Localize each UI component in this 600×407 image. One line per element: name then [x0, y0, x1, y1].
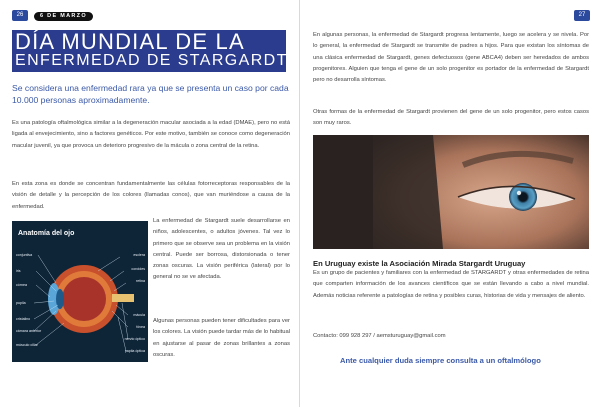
- figure-label: retina: [136, 279, 145, 283]
- figure-title: Anatomía del ojo: [18, 230, 75, 237]
- page-title-line2: ENFERMEDAD DE STARGARDT: [15, 52, 288, 69]
- figure-label: coroides: [131, 267, 145, 271]
- optic-nerve-shape: [112, 294, 134, 302]
- paragraph-rare-forms: Otras formas de la enfermedad de Stargardt provienen del gene de un solo progenitor, pero estos casos son muy raros.: [313, 109, 589, 127]
- lens-shape: [56, 289, 64, 309]
- figure-label: conjuntiva: [16, 253, 33, 257]
- call-to-action: Ante cualquier duda siempre consulta a un oftalmólogo: [340, 356, 541, 365]
- eye-closeup-photo: [313, 135, 589, 249]
- figure-label: músculo ciliar: [16, 343, 38, 347]
- figure-label: córnea: [16, 283, 27, 287]
- paragraph-onset: La enfermedad de Stargardt suele desarrollarse en niños, adolescentes, o adultos jóvenes. Tal vez lo primero que se observe sea un problema en la visión central. Puede ser borrosa, distorsionada o tener zonas oscuras. La visión periférica (lateral) por lo general no se ve afectada.: [153, 218, 290, 281]
- title-block: [12, 30, 286, 72]
- eye-anatomy-figure: [12, 221, 148, 362]
- figure-label: cámara anterior: [16, 329, 42, 333]
- figure-label: iris: [16, 269, 21, 273]
- paragraph-intro: Es una patología oftalmológica similar a la degeneración macular asociada a la edad (DMAE), pero no está ligada al envejecimiento, sino a factores genéticos. Por este motivo, también se conoce como degeneración macular juvenil, ya que provoca un deterioro progresivo de la mácula o zona central de la retina.: [12, 120, 290, 149]
- vitreous-body: [62, 277, 106, 321]
- page-number-badge: 27: [574, 10, 590, 21]
- figure-label: papila óptica: [124, 349, 145, 353]
- contact-line: Contacto: 099 928 297 / aemsturuguay@gmail.com: [313, 333, 446, 339]
- date-pill: 6 DE MARZO: [34, 12, 93, 21]
- figure-label: esclera: [133, 253, 145, 257]
- figure-label: pupila: [16, 301, 26, 305]
- paragraph-colors: Algunas personas pueden tener dificultades para ver los colores. La visión puede tardar más de lo habitual en ajustarse al pasar de zonas brillantes a zonas oscuras.: [153, 318, 290, 358]
- paragraph-association: Es un grupo de pacientes y familiares con la enfermedad de STARGARDT y otras enfermedades de retina que comparten información de los avances científicos que se están llevando a cabo a nivel mundial. Además noticias referente a patologías de retina y posibles curas, historias de vida y mensajes de aliento.: [313, 270, 589, 299]
- figure-label: fóvea: [136, 325, 145, 329]
- figure-label: mácula: [133, 313, 145, 317]
- paragraph-inheritance: En algunas personas, la enfermedad de Stargardt progresa lentamente, luego se acelera y se nivela. Por lo general, la enfermedad de Stargardt se transmite de padres a hijos. Para que existan los síntomas de una clásica enfermedad de Stargardt, genes defectuosos (gene ABCA4) deben ser heredados de ambos progenitores. Alguien que tenga el gene de un solo progenitor es portador de la enfermedad de Stargardt pero no desarrolla síntomas.: [313, 32, 589, 84]
- association-heading: En Uruguay existe la Asociación Mirada Stargardt Uruguay: [313, 259, 526, 268]
- paragraph-cones: En esta zona es donde se concentran fundamentalmente las células fotorreceptoras responsables de la visión de detalle y la percepción de los colores (llamadas conos), que van muriéndose a causa de la enfermedad.: [12, 181, 290, 210]
- figure-label: cristalino: [16, 317, 31, 321]
- figure-label: nervio óptico: [124, 337, 145, 341]
- lead-paragraph: Se considera una enfermedad rara ya que se presenta un caso por cada 10.000 personas aproximadamente.: [12, 83, 289, 105]
- page-number-badge: 26: [12, 10, 28, 21]
- page-title-line1: DÍA MUNDIAL DE LA: [15, 29, 245, 54]
